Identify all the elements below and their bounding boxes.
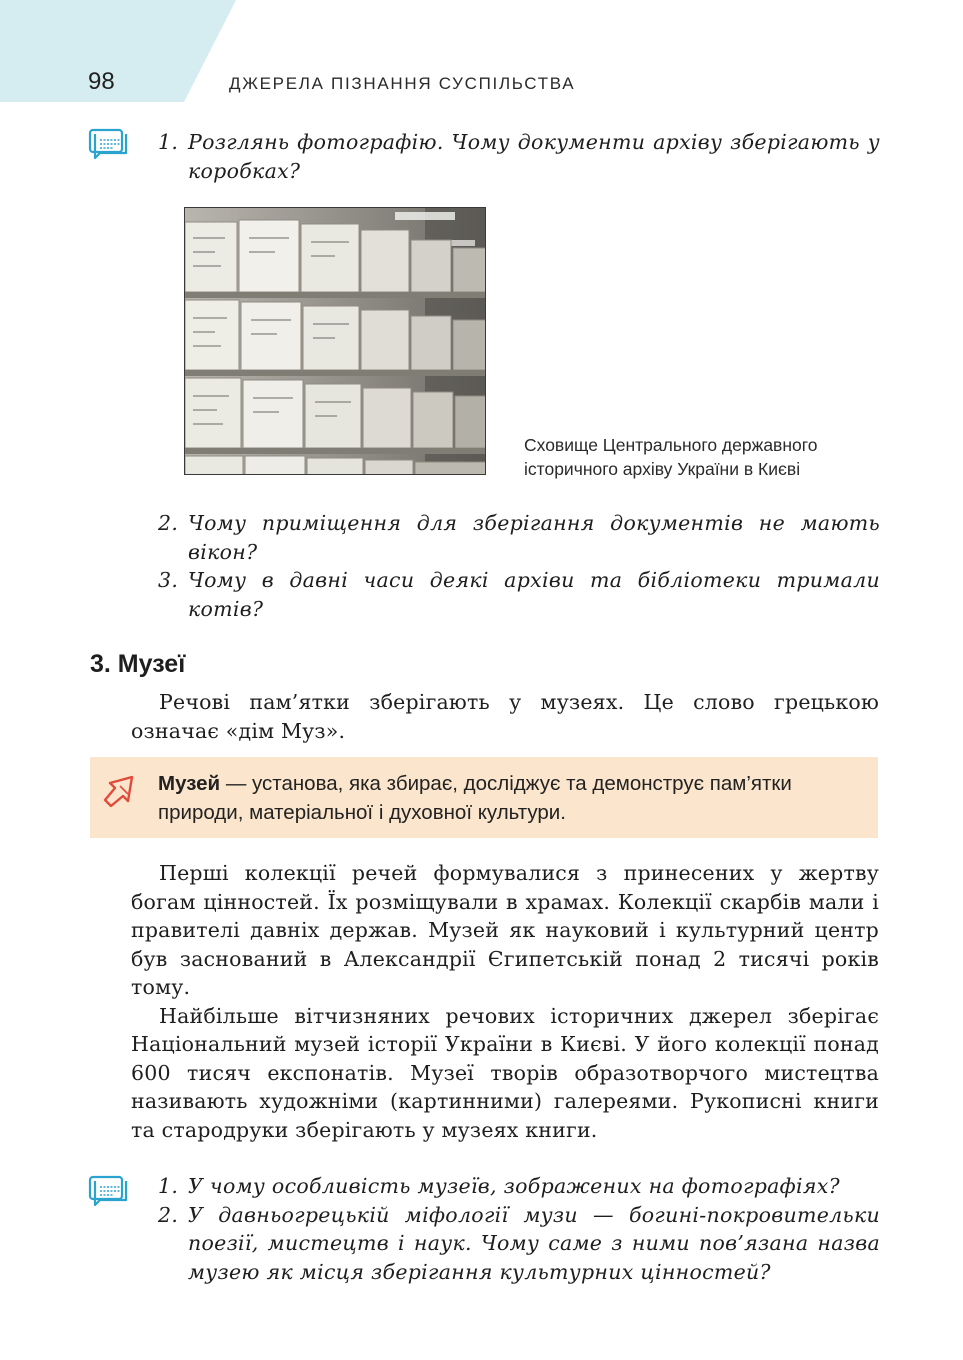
- discussion-icon: [88, 127, 128, 167]
- question-item: [158, 128, 880, 185]
- question-number: 3.: [158, 568, 179, 592]
- photo-caption: Сховище Центрального державного історичного архіву України в Києві: [524, 435, 818, 479]
- question-item: [158, 509, 880, 566]
- question-text: Чому приміщення для зберігання документів не мають вікон?: [188, 511, 880, 564]
- question-text: У чому особливість музеїв, зображених на фотографіях?: [188, 1174, 840, 1198]
- question-text: У давньогрецькій міфології музи — богині-покровительки поезії, мистецтв і наук. Чому саме з ними пов’язана назва музею як місця зберігання культурних цінностей?: [188, 1202, 880, 1284]
- page-number: 98: [88, 68, 115, 95]
- intro-paragraph: Речові пам’ятки зберігають у музеях. Це слово грецькою означає «дім Муз».: [131, 690, 879, 743]
- running-title: ДЖЕРЕЛА ПІЗНАННЯ СУСПІЛЬСТВА: [229, 74, 576, 93]
- header-corner-tab: [0, 0, 240, 102]
- section-heading: 3. Музеї: [90, 650, 186, 678]
- definition-box: [90, 757, 878, 838]
- question-list-photo: [158, 128, 880, 185]
- definition-body: — установа, яка збирає, досліджує та демонструє пам’ятки природи, матеріальної і духовної культури.: [158, 772, 792, 824]
- question-list-archive: [158, 509, 880, 623]
- body-text: [131, 859, 879, 1144]
- definition-pointer-icon: [102, 773, 142, 813]
- definition-term: Музей: [158, 772, 221, 795]
- question-item: [158, 1201, 880, 1287]
- definition-text: [158, 769, 868, 827]
- question-item: [158, 1172, 880, 1201]
- question-item: [158, 566, 880, 623]
- section-intro: [131, 688, 879, 745]
- discussion-icon: [88, 1174, 128, 1214]
- question-text: Чому в давні часи деякі архіви та бібліотеки тримали котів?: [188, 568, 880, 621]
- question-text: Розглянь фотографію. Чому документи архіву зберігають у коробках?: [188, 130, 880, 183]
- question-number: 2.: [158, 1202, 179, 1227]
- body-paragraph-2: Найбільше вітчизняних речових історичних джерел зберігає Національний музей історії України в Києві. У його колекції понад 600 тисяч експонатів. Музеї творів образотворчого мистецтва називають художніми (картинними) галереями. Рукописні книги та стародруки зберігають у музеях книги.: [131, 1003, 879, 1142]
- question-list-museums: [158, 1172, 880, 1286]
- question-number: 1.: [158, 1174, 179, 1198]
- question-number: 2.: [158, 511, 179, 535]
- body-paragraph-1: Перші колекції речей формувалися з принесених у жертву богам цінностей. Їх розміщували в храмах. Колекції скарбів мали і правителі давніх держав. Музей як науковий і культурний центр був заснований в Александрії Єгипетській понад 2 тисячі років тому.: [131, 861, 879, 999]
- question-number: 1.: [158, 130, 179, 154]
- archive-storage-photo: [184, 207, 486, 475]
